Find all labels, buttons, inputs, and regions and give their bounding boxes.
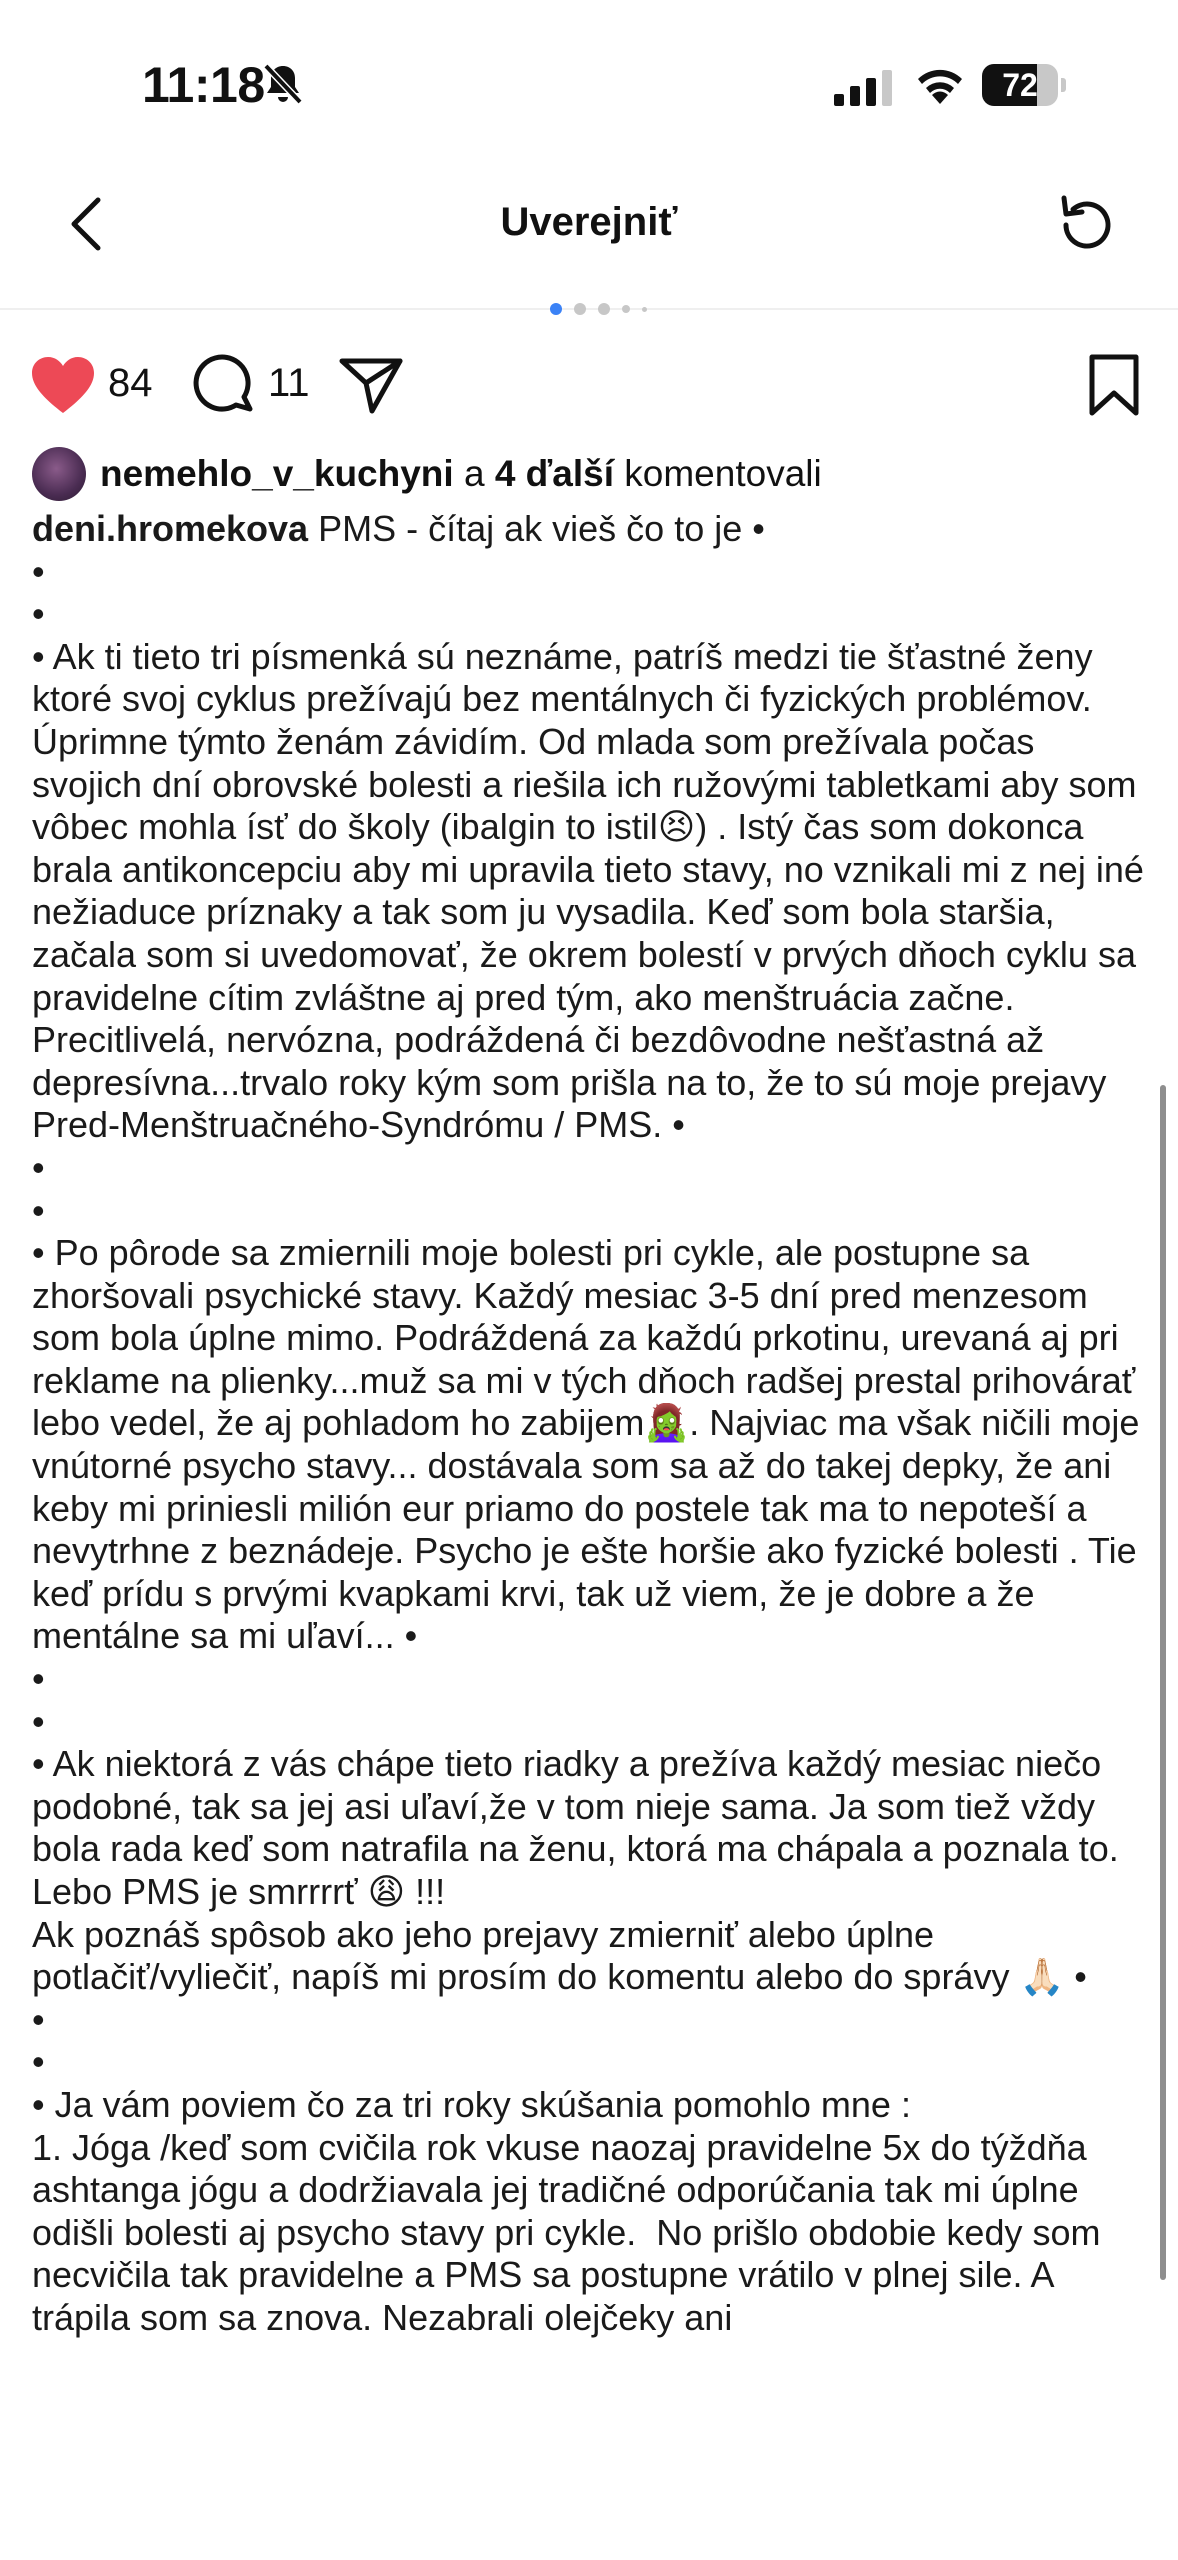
commenters-connector: a xyxy=(463,453,485,494)
commenters-others[interactable]: 4 ďalší xyxy=(494,453,614,494)
carousel-dot xyxy=(574,303,586,315)
carousel-dot xyxy=(622,305,630,313)
post-caption xyxy=(32,508,1152,2340)
status-time: 11:18 xyxy=(142,57,265,113)
post-actions xyxy=(0,345,1178,425)
like-count[interactable]: 84 xyxy=(108,361,153,405)
carousel-dot-active xyxy=(550,303,562,315)
bookmark-icon[interactable] xyxy=(1086,353,1142,417)
share-icon[interactable] xyxy=(338,353,404,417)
caption-username[interactable]: deni.hromekova xyxy=(32,508,309,549)
wifi-icon xyxy=(912,62,968,106)
bell-slash-icon xyxy=(262,62,304,106)
carousel-indicator xyxy=(550,303,647,315)
commenters-summary[interactable] xyxy=(32,446,822,502)
scroll-indicator xyxy=(1160,1085,1166,2280)
refresh-icon[interactable] xyxy=(1054,192,1120,258)
battery-percent: 72 xyxy=(1002,67,1038,103)
page-title: Uverejniť xyxy=(500,200,678,244)
navigation-bar xyxy=(0,170,1178,280)
cellular-signal-icon xyxy=(834,70,894,106)
battery-icon xyxy=(982,64,1066,106)
commenters-suffix: komentovali xyxy=(624,453,822,494)
carousel-dot xyxy=(598,303,610,315)
comment-icon[interactable] xyxy=(192,353,256,417)
status-bar xyxy=(0,0,1178,150)
commenter-username[interactable]: nemehlo_v_kuchyni xyxy=(100,453,454,494)
avatar[interactable] xyxy=(32,447,86,501)
carousel-dot xyxy=(642,307,647,312)
caption-text: PMS - čítaj ak vieš čo to je • • • • Ak ti tieto tri písmenká sú neznáme, patríš medzi tie šťastné ženy ktoré svoj cyklus prežívajú bez mentálnych či fyzických problémov. Úprimne týmto ženám závidím. Od mlada som prežívala počas svojich dní obrovské bolesti a riešila ich ružovými tabletkami aby som vôbec mohla ísť do školy (ibalgin to istil😣) . Istý čas som dokonca brala antikoncepciu aby mi upravila tieto stavy, no vznikali mi z nej iné nežiaduce príznaky a tak som ju vysadila. Keď som bola staršia, začala som si uvedomovať, že okrem bolestí v prvých dňoch cyklu sa pravidelne cítim zvláštne aj pred tým, ako menštruácia začne. Precitlivelá, nervózna, podráždená či bezdôvodne nešťastná až depresívna...trvalo roky kým som prišla na to, že to sú moje prejavy Pred-Menštruačného-Syndrómu / PMS. • • • • Po pôrode sa zmiernili moje bolesti pri cykle, ale postupne sa zhoršovali psychické stavy. Každý mesiac 3-5 dní pred menzesom som bola úplne mimo. Podráždená za každú prkotinu, urevaná aj pri reklame na plienky...muž sa mi v tých dňoch radšej prestal prihovárať lebo vedel, že aj pohladom ho zabijem🧟‍♀️. Najviac ma však ničili moje vnútorné psycho stavy... dostávala som sa až do takej depky, že ani keby mi priniesli milión eur priamo do postele tak ma to nepoteší a nevytrhne z beznádeje. Psycho je ešte horšie ako fyzické bolesti . Tie keď prídu s prvými kvapkami krvi, tak už viem, že je dobre a že mentálne sa mi uľaví... • • • • Ak niektorá z vás chápe tieto riadky a prežíva každý mesiac niečo podobné, tak sa jej asi uľaví,že v tom nieje sama. Ja som tiež vždy bola rada keď som natrafila na ženu, ktorá ma chápala a poznala to. Lebo PMS je smrrrrť 😩 !!! Ak poznáš spôsob ako jeho prejavy zmierniť alebo úplne potlačiť/vyliečiť, napíš mi prosím do komentu alebo do správy 🙏🏻 • • • • Ja vám poviem čo za tri roky skúšania pomohlo mne : 1. Jóga /keď som cvičila rok vkuse naozaj pravidelne 5x do týždňa ashtanga jógu a dodržiavala jej tradičné odporúčania tak mi úplne odišli bolesti aj psycho stavy pri cykle. No prišlo obdobie kedy som necvičila tak pravidelne a PMS sa postupne vrátilo v plnej sile. A trápila som sa znova. Nezabrali olejčeky ani xyxy=(32,508,1144,2338)
comment-count[interactable]: 11 xyxy=(268,361,310,405)
heart-icon[interactable] xyxy=(30,355,96,415)
